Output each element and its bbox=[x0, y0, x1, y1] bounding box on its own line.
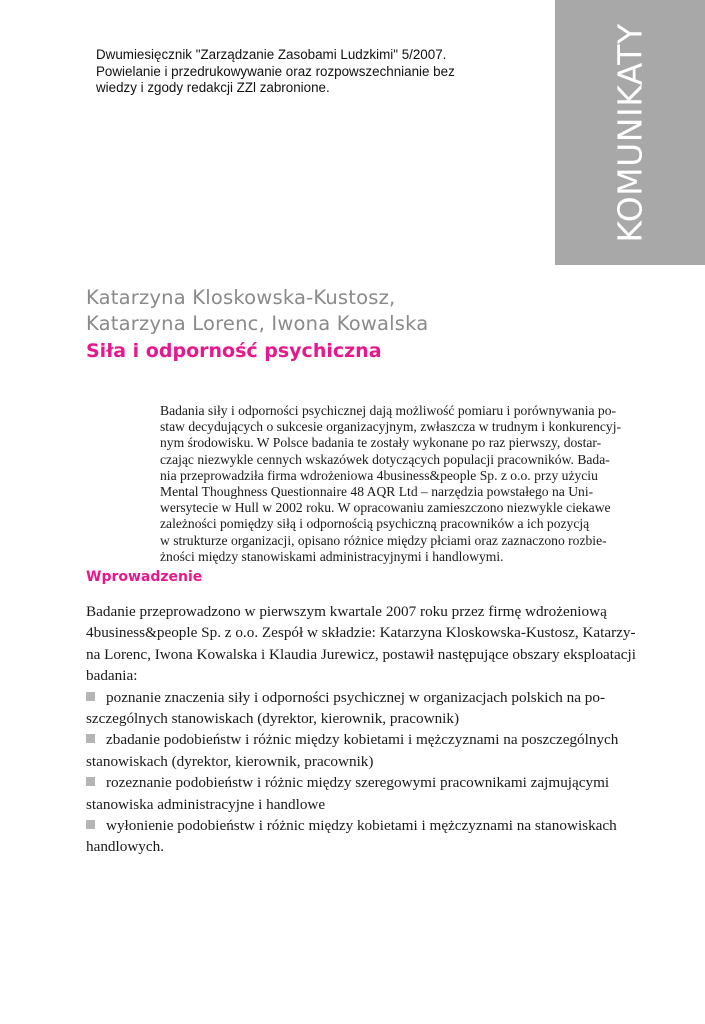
header-note-line: Dwumiesięcznik "Zarządzanie Zasobami Ludzkimi" 5/2007. bbox=[96, 47, 447, 62]
abstract-line: Mental Thoughness Questionnaire 48 AQR Ltd – narzędzia powstałego na Uni- bbox=[160, 484, 594, 500]
bullet-text-continued: stanowiska administracyjne i handlowe bbox=[86, 795, 326, 813]
square-bullet-icon bbox=[86, 734, 95, 743]
body-line: badania: bbox=[86, 667, 138, 685]
abstract-line: żności między stanowiskami administracyjnymi i handlowymi. bbox=[160, 548, 504, 564]
bullet-list-item bbox=[86, 772, 616, 815]
square-bullet-icon bbox=[86, 820, 95, 829]
abstract-line: staw decydujących o sukcesie organizacyjnym, zwłaszcza w trudnym i konkurencyj- bbox=[160, 419, 622, 435]
body-line: na Lorenc, Iwona Kowalska i Klaudia Jurewicz, postawił następujące obszary eksploatacji bbox=[86, 645, 636, 663]
header-note-line: Powielanie i przedrukowywanie oraz rozpowszechnianie bez bbox=[96, 63, 455, 79]
bullet-text-continued: szczególnych stanowiskach (dyrektor, kierownik, pracownik) bbox=[86, 710, 460, 728]
abstract-line: zależności pomiędzy siłą i odpornością psychiczną pracowników a ich pozycją bbox=[160, 516, 590, 532]
article-title: Siła i odporność psychiczna bbox=[86, 340, 382, 362]
section-tab bbox=[555, 0, 705, 265]
bullet-list-item bbox=[86, 815, 616, 858]
square-bullet-icon bbox=[86, 777, 95, 786]
bullet-text-continued: handlowych. bbox=[86, 838, 165, 856]
bullet-text: wyłonienie podobieństw i różnic między kobietami i mężczyznami na stanowiskach bbox=[106, 817, 617, 835]
abstract-line: nym środowisku. W Polsce badania te zostały wykonane po raz pierwszy, dostar- bbox=[160, 435, 602, 451]
authors-line: Katarzyna Lorenc, Iwona Kowalska bbox=[86, 312, 429, 335]
abstract-line: czając niezwykle cennych wskazówek dotyczących populacji pracowników. Bada- bbox=[160, 451, 610, 467]
abstract-line: w strukturze organizacji, opisano różnice między płciami oraz zaznaczono rozbie- bbox=[160, 532, 607, 548]
header-note-line: wiedzy i zgody redakcji ZZl zabronione. bbox=[96, 80, 330, 95]
bullet-list-item bbox=[86, 687, 616, 730]
bullet-text: rozeznanie podobieństw i różnic między szeregowymi pracownikami zajmującymi bbox=[106, 774, 610, 792]
authors-line: Katarzyna Kloskowska-Kustosz, bbox=[86, 286, 396, 309]
bullet-text: zbadanie podobieństw i różnic między kobietami i mężczyznami na poszczególnych bbox=[106, 731, 619, 749]
header-note bbox=[96, 47, 516, 97]
section-heading: Wprowadzenie bbox=[86, 569, 203, 585]
square-bullet-icon bbox=[86, 692, 95, 701]
authors bbox=[86, 285, 428, 337]
bullet-list-item bbox=[86, 729, 619, 772]
section-tab-label: KOMUNIKATY bbox=[610, 22, 650, 243]
body-line: Badanie przeprowadzono w pierwszym kwartale 2007 roku przez firmę wdrożeniową bbox=[86, 603, 607, 620]
abstract-line: Badania siły i odporności psychicznej dają możliwość pomiaru i porównywania po- bbox=[160, 403, 617, 418]
abstract-line: wersytecie w Hull w 2002 roku. W opracowaniu zamieszczono niezwykle ciekawe bbox=[160, 500, 611, 516]
section-body bbox=[86, 601, 636, 858]
abstract bbox=[160, 403, 622, 565]
bullet-text: poznanie znaczenia siły i odporności psychicznej w organizacjach polskich na po- bbox=[106, 688, 606, 706]
body-line: 4business&people Sp. z o.o. Zespół w składzie: Katarzyna Kloskowska-Kustosz, Katarzy- bbox=[86, 624, 636, 642]
bullet-text-continued: stanowiskach (dyrektor, kierownik, pracownik) bbox=[86, 752, 374, 770]
abstract-line: nia przeprowadziła firma wdrożeniowa 4business&people Sp. z o.o. przy użyciu bbox=[160, 467, 598, 483]
